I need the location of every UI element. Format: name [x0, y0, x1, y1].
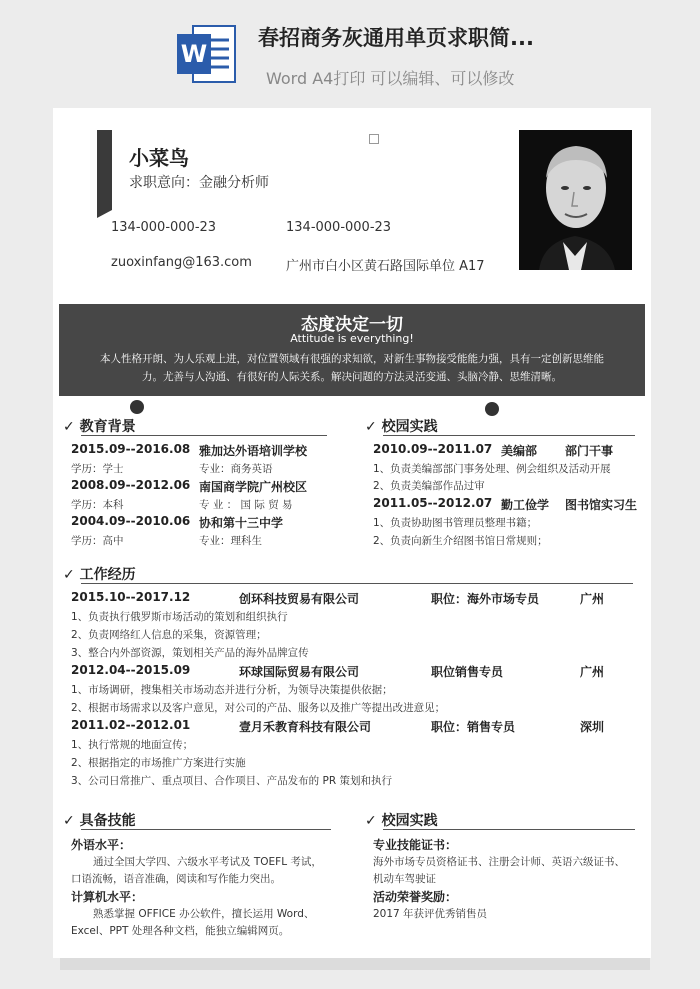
edu-1-major: 专业：商务英语 — [199, 463, 273, 475]
work-1-date: 2015.10--2017.12 — [71, 590, 191, 604]
banner-title: 态度决定一切 — [301, 315, 403, 335]
campus-2-line-1: 1、负责协助图书管理员整理书籍； — [373, 517, 538, 529]
campus2-divider — [383, 829, 635, 830]
email: zuoxinfang@163.com — [111, 255, 252, 270]
work-3-city: 深圳 — [580, 720, 605, 734]
edu-2-degree: 学历：本科 — [71, 499, 124, 511]
campus-2-role: 图书馆实习生 — [565, 498, 638, 512]
phone-1: 134-000-000-23 — [111, 220, 217, 235]
work-2-position: 职位销售专员 — [431, 665, 504, 679]
edu-1-degree: 学历：学士 — [71, 463, 124, 475]
portrait-photo — [519, 130, 632, 270]
phone-2: 134-000-000-23 — [286, 220, 392, 235]
campus-2-line-2: 2、负责向新生介绍图书馆日常规则； — [373, 535, 548, 547]
location-icon — [485, 402, 499, 416]
job-intent: 求职意向：金融分析师 — [129, 175, 269, 191]
banner-subtitle: Attitude is everything! — [290, 332, 414, 345]
resume-page — [53, 108, 651, 958]
education-divider — [81, 435, 327, 436]
name-accent-bar — [97, 130, 112, 210]
work-1-line-1: 1、负责执行俄罗斯市场活动的策划和组织执行 — [71, 611, 288, 623]
work-2-line-1: 1、市场调研，搜集相关市场动态并进行分析，为领导决策提供依据； — [71, 684, 393, 696]
certificate-line-2: 机动车驾驶证 — [373, 873, 436, 885]
check-icon: ✓ — [365, 813, 377, 829]
campus-2-date: 2011.05--2012.07 — [373, 496, 493, 510]
computer-line-1: 熟悉掌握 OFFICE 办公软件，擅长运用 Word、 — [93, 908, 315, 920]
language-label: 外语水平： — [71, 838, 132, 852]
motto-banner — [59, 304, 645, 396]
campus-1-role: 部门干事 — [565, 444, 614, 458]
mail-icon — [130, 400, 144, 414]
check-icon: ✓ — [365, 419, 377, 435]
campus2-heading: ✓ 校园实践 — [365, 813, 438, 829]
page-shadow — [60, 958, 650, 970]
award-label: 活动荣誉奖励： — [373, 890, 458, 904]
certificate-line-1: 海外市场专员资格证书、注册会计师、英语六级证书、 — [373, 856, 625, 868]
work-1-city: 广州 — [580, 592, 605, 606]
campus-2-org: 勤工俭学 — [501, 498, 550, 512]
edu-3-school: 协和第十三中学 — [199, 516, 284, 530]
candidate-name: 小菜鸟 — [129, 146, 189, 170]
work-1-line-3: 3、整合内外部资源，策划相关产品的海外品牌宣传 — [71, 647, 309, 659]
campus-1-org: 美编部 — [501, 444, 538, 458]
edu-3-major: 专业：理科生 — [199, 535, 262, 547]
certificate-label: 专业技能证书： — [373, 838, 458, 852]
campus-heading: ✓ 校园实践 — [365, 419, 438, 435]
computer-label: 计算机水平： — [71, 890, 144, 904]
work-3-date: 2011.02--2012.01 — [71, 718, 191, 732]
skills-divider — [81, 829, 331, 830]
work-2-line-2: 2、根据市场需求以及客户意见，对公司的产品、服务以及推广等提出改进意见； — [71, 702, 446, 714]
work-3-line-1: 1、执行常规的地面宣传； — [71, 739, 194, 751]
computer-line-2: Excel、PPT 处理各种文档，能独立编辑网页。 — [71, 925, 290, 937]
edu-3-degree: 学历：高中 — [71, 535, 124, 547]
work-1-company: 创环科技贸易有限公司 — [239, 592, 360, 606]
language-line-2: 口语流畅，语音准确，阅读和写作能力突出。 — [71, 873, 281, 885]
check-icon: ✓ — [63, 567, 75, 583]
edu-2-date: 2008.09--2012.06 — [71, 478, 191, 492]
work-3-line-3: 3、公司日常推广、重点项目、合作项目、产品发布的 PR 策划和执行 — [71, 775, 392, 787]
listing-header — [0, 0, 700, 100]
work-2-company: 环球国际贸易有限公司 — [239, 665, 360, 679]
check-icon: ✓ — [63, 419, 75, 435]
word-icon — [175, 22, 239, 86]
work-2-city: 广州 — [580, 665, 605, 679]
edu-3-date: 2004.09--2010.06 — [71, 514, 191, 528]
campus-1-date: 2010.09--2011.07 — [373, 442, 493, 456]
checkbox-icon — [369, 134, 379, 144]
skills-heading: ✓ 具备技能 — [63, 813, 136, 829]
work-heading: ✓ 工作经历 — [63, 567, 136, 583]
word-icon-letter: W — [180, 40, 208, 68]
work-3-company: 壹月禾教育科技有限公司 — [239, 720, 372, 734]
edu-2-major: 专 业 ： 国 际 贸 易 — [199, 499, 293, 511]
work-1-line-2: 2、负责网络红人信息的采集，资源管理； — [71, 629, 267, 641]
education-heading: ✓ 教育背景 — [63, 419, 136, 435]
edu-1-school: 雅加达外语培训学校 — [199, 444, 308, 458]
work-2-date: 2012.04--2015.09 — [71, 663, 191, 677]
edu-2-school: 南国商学院广州校区 — [199, 480, 308, 494]
self-description: 本人性格开朗、为人乐观上进，对位置领域有很强的求知欲，对新生事物接受能能力强，具有一定创新思维能力。尤善与人沟通、有很好的人际关系。解决问题的方法灵活变通、头脑冷静、思维清晰。 — [100, 353, 604, 383]
listing-subtitle: Word A4打印 可以编辑、可以修改 — [266, 69, 515, 88]
work-divider — [81, 583, 633, 584]
check-icon: ✓ — [63, 813, 75, 829]
address: 广州市白小区黄石路国际单位 A17 — [286, 259, 485, 274]
listing-title[interactable]: 春招商务灰通用单页求职简... — [258, 26, 534, 50]
award-line-1: 2017 年获评优秀销售员 — [373, 908, 488, 920]
edu-1-date: 2015.09--2016.08 — [71, 442, 191, 456]
work-1-position: 职位：海外市场专员 — [431, 592, 540, 606]
work-3-position: 职位：销售专员 — [431, 720, 516, 734]
campus-divider — [383, 435, 635, 436]
work-3-line-2: 2、根据指定的市场推广方案进行实施 — [71, 757, 246, 769]
language-line-1: 通过全国大学四、六级水平考试及 TOEFL 考试， — [93, 856, 322, 868]
campus-1-line-2: 2、负责美编部作品过审 — [373, 480, 485, 492]
campus-1-line-1: 1、负责美编部部门事务处理、例会组织及活动开展 — [373, 463, 611, 475]
